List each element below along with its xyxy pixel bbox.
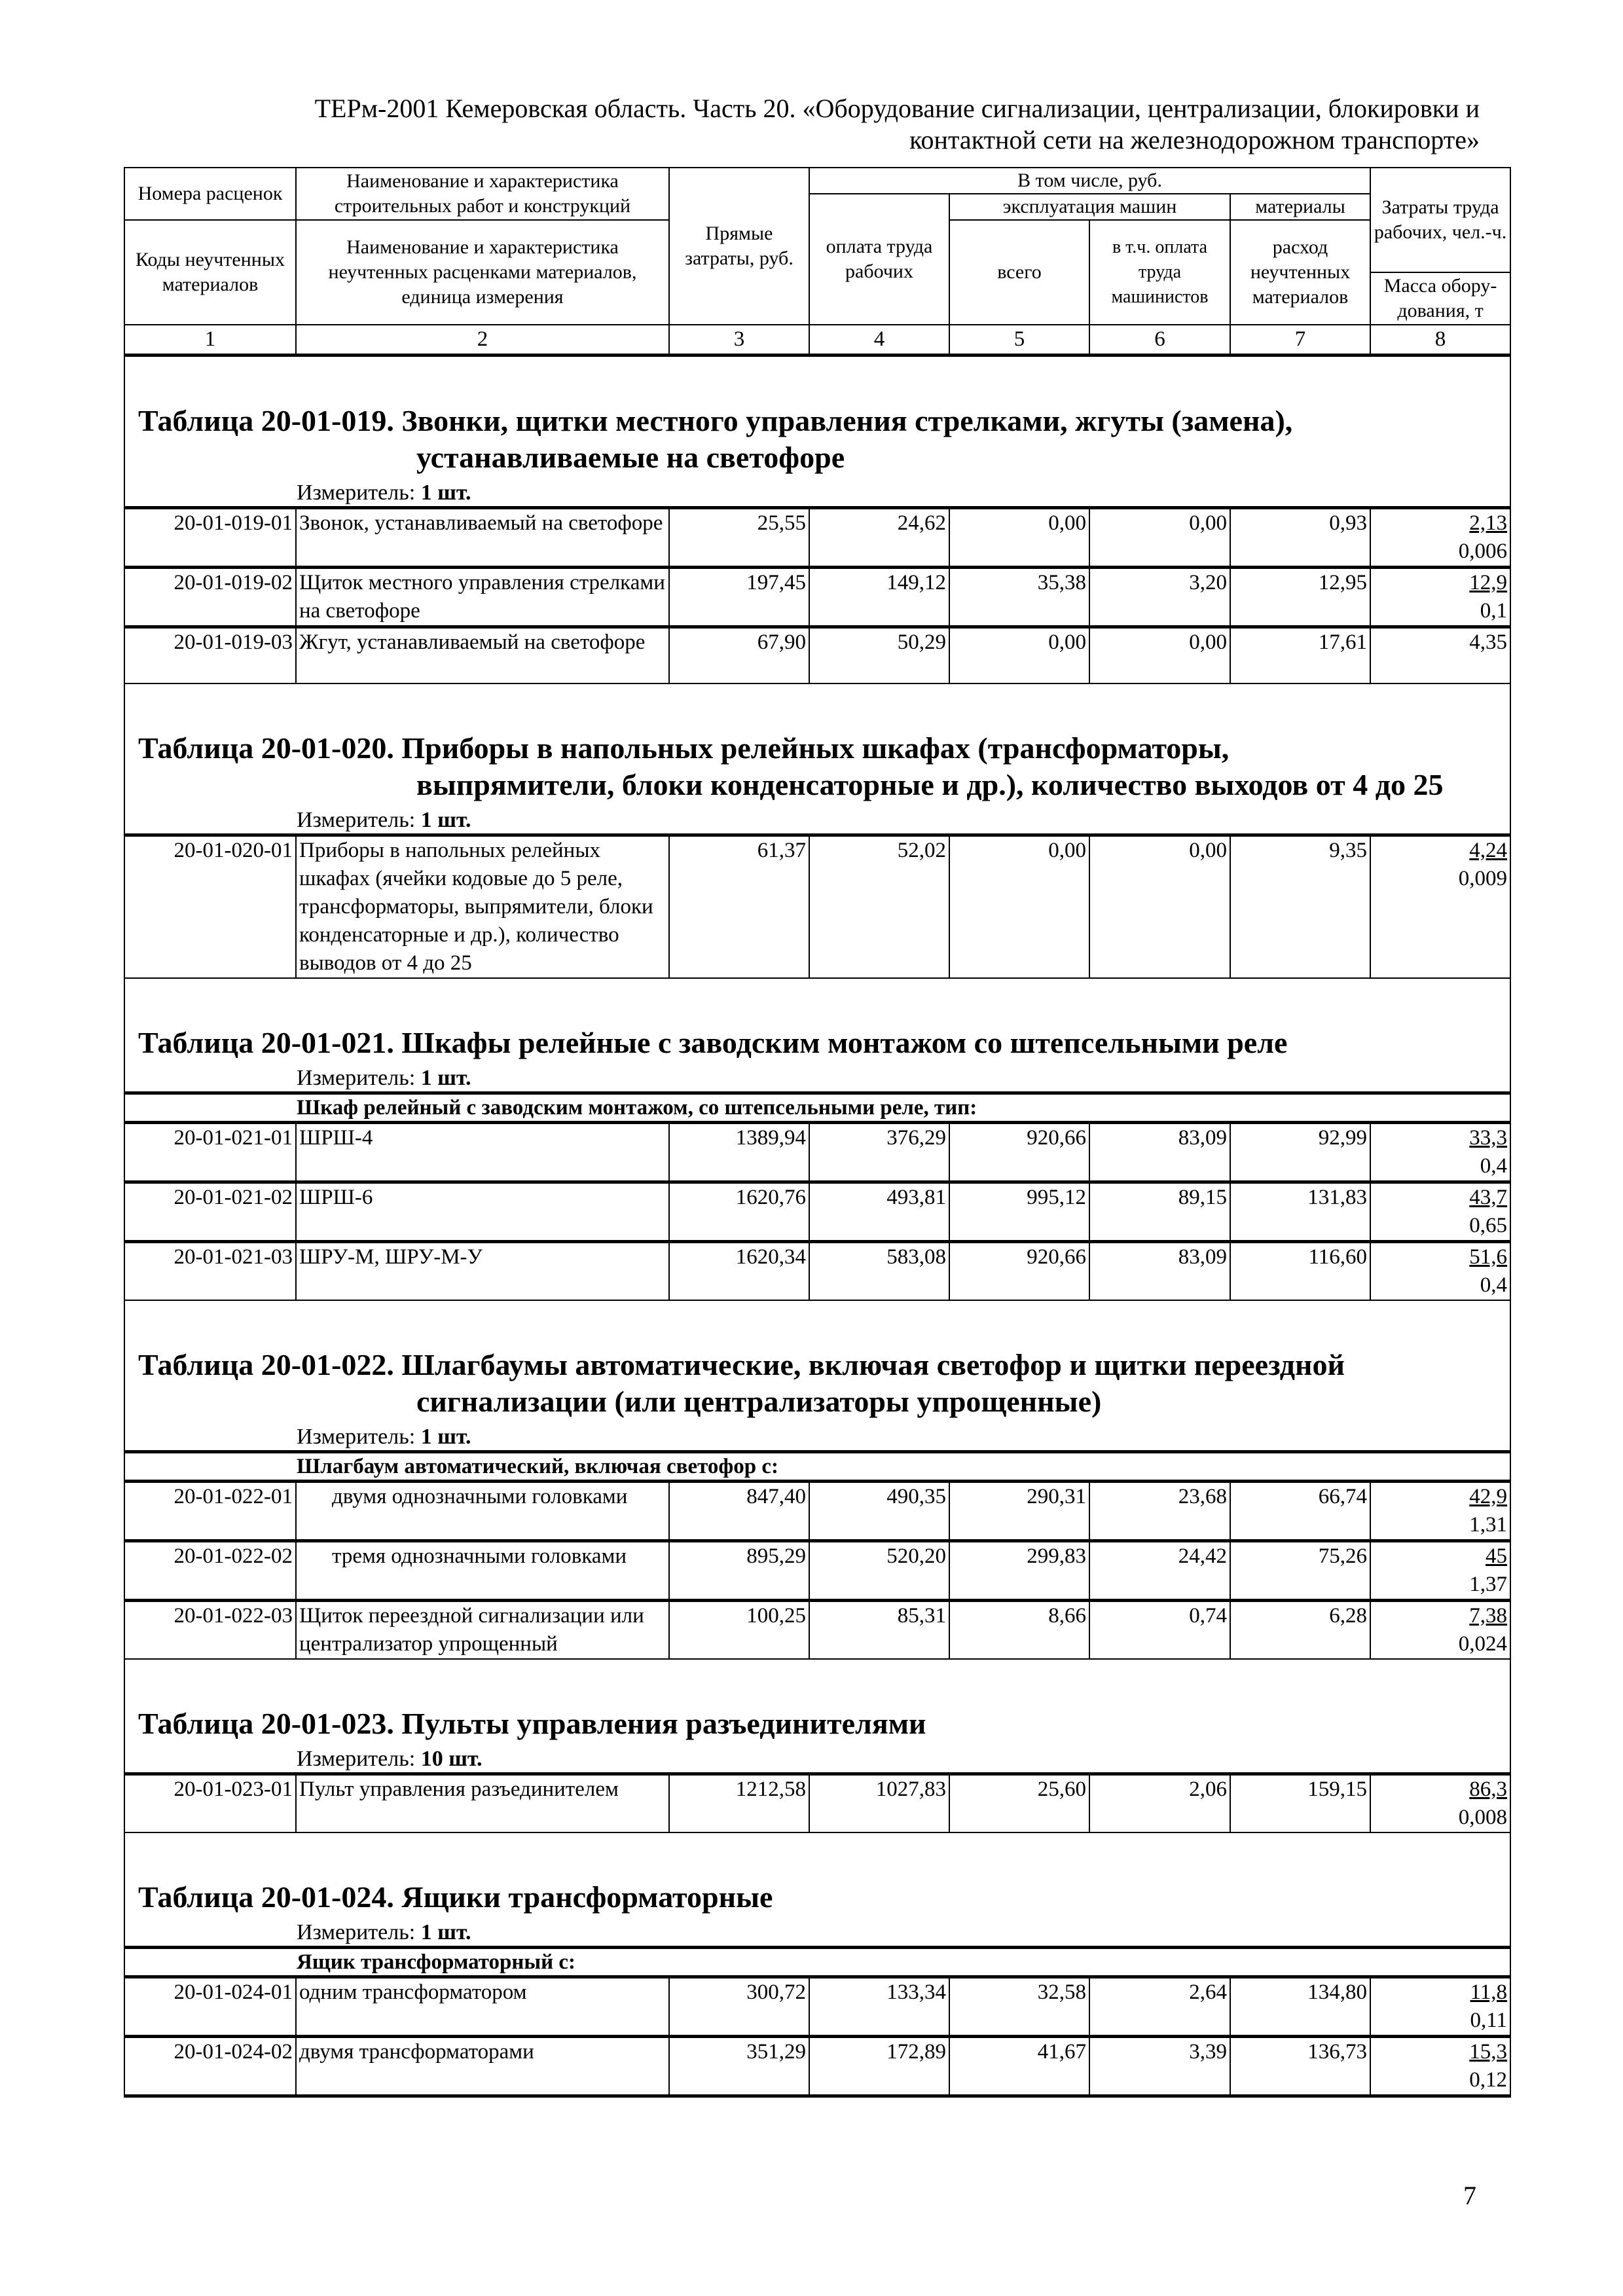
value-col-6: 89,15: [1089, 1182, 1230, 1241]
labor-mass-cell: [1370, 1241, 1510, 1300]
value-col-4: 50,29: [809, 627, 949, 683]
value-col-5: 0,00: [949, 835, 1089, 978]
value-col-3: 1620,76: [669, 1182, 809, 1241]
section-title-line-2: выпрямители, блоки конденсаторные и др.), количество выходов от 4 до 25: [416, 767, 1444, 801]
work-name: Звонок, устанавливаемый на светофоре: [296, 508, 669, 568]
work-name: Жгут, устанавливаемый на светофоре: [296, 627, 669, 683]
value-col-6: 0,00: [1089, 835, 1230, 978]
header-line-1: ТЕРм-2001 Кемеровская область. Часть 20. «Оборудование сигнализации, централизации, блокировки и: [314, 94, 1480, 123]
value-col-5: 0,00: [949, 627, 1089, 683]
value-col-6: 83,09: [1089, 1241, 1230, 1300]
labor-mass-cell: [1370, 1600, 1510, 1659]
measure-row: [124, 1746, 1510, 1774]
labor-costs: 15,3: [1469, 2039, 1508, 2064]
value-col-7: 159,15: [1230, 1774, 1370, 1832]
labor-mass-cell: [1370, 508, 1510, 568]
section-title-row: [124, 1300, 1510, 1424]
header-material-codes: Коды неучтенных материалов: [124, 220, 296, 325]
group-subheader: Шлагбаум автоматический, включая светофор с:: [124, 1451, 1510, 1481]
work-name: двумя трансформаторами: [296, 2036, 669, 2096]
measure-unit: [124, 1920, 1510, 1948]
column-number: 8: [1370, 325, 1510, 355]
labor-costs: 4,35: [1469, 630, 1508, 654]
work-name: Приборы в напольных релейных шкафах (ячейки кодовые до 5 реле, трансформаторы, выпрямители, блоки конденсаторные и др.), количество выводов от 4 до 25: [296, 835, 669, 978]
section-title-line-1: Таблица 20-01-019. Звонки, щитки местного управления стрелками, жгуты (замена),: [138, 404, 1293, 437]
labor-costs: 12,9: [1469, 571, 1508, 594]
value-col-4: 376,29: [809, 1122, 949, 1182]
equipment-mass: 0,006: [1458, 539, 1508, 563]
rate-code: 20-01-021-01: [124, 1122, 296, 1182]
value-col-5: 920,66: [949, 1241, 1089, 1300]
measure-label: Измеритель:: [297, 1746, 416, 1771]
value-col-4: 490,35: [809, 1481, 949, 1540]
table-row: [124, 627, 1510, 683]
value-col-7: 134,80: [1230, 1977, 1370, 2036]
rate-code: 20-01-024-01: [124, 1977, 296, 2036]
value-col-4: 1027,83: [809, 1774, 949, 1832]
value-col-4: 493,81: [809, 1182, 949, 1241]
value-col-7: 0,93: [1230, 508, 1370, 568]
measure-row: [124, 480, 1510, 508]
section-title: [124, 1300, 1510, 1424]
equipment-mass: 0,12: [1469, 2068, 1508, 2092]
value-col-6: 2,06: [1089, 1774, 1230, 1832]
value-col-6: 0,00: [1089, 627, 1230, 683]
running-header: [196, 93, 1480, 156]
value-col-6: 83,09: [1089, 1122, 1230, 1182]
column-number: 4: [809, 325, 949, 355]
value-col-5: 8,66: [949, 1600, 1089, 1659]
table-row: [124, 508, 1510, 568]
header-worker-pay: оплата труда рабочих: [809, 194, 949, 325]
labor-mass-cell: [1370, 835, 1510, 978]
header-rate-numbers: Номера расценок: [124, 168, 296, 220]
value-col-7: 116,60: [1230, 1241, 1370, 1300]
section-title: [124, 355, 1510, 481]
measure-unit: [124, 1424, 1510, 1452]
equipment-mass: 0,65: [1469, 1213, 1508, 1237]
labor-costs: 86,3: [1469, 1777, 1508, 1801]
column-number: 2: [296, 325, 669, 355]
value-col-5: 35,38: [949, 568, 1089, 627]
work-name: одним трансформатором: [296, 1977, 669, 2036]
value-col-6: 0,74: [1089, 1600, 1230, 1659]
value-col-3: 100,25: [669, 1600, 809, 1659]
value-col-7: 6,28: [1230, 1600, 1370, 1659]
section-title-line-1: Таблица 20-01-022. Шлагбаумы автоматические, включая светофор и щитки переездной: [138, 1347, 1345, 1381]
value-col-4: 24,62: [809, 508, 949, 568]
header-including: В том числе, руб.: [809, 168, 1370, 194]
section-title: [124, 683, 1510, 807]
measure-label: Измеритель:: [297, 1065, 416, 1090]
page-number: 7: [1463, 2181, 1476, 2210]
work-name: ШРШ-4: [296, 1122, 669, 1182]
work-name: Щиток переездной сигнализации или централизатор упрощенный: [296, 1600, 669, 1659]
value-col-3: 197,45: [669, 568, 809, 627]
section-title: [124, 978, 1510, 1065]
value-col-5: 995,12: [949, 1182, 1089, 1241]
measure-unit: [124, 1746, 1510, 1774]
work-name: Щиток местного управления стрелками на светофоре: [296, 568, 669, 627]
value-col-3: 847,40: [669, 1481, 809, 1540]
table-row: [124, 835, 1510, 978]
measure-value: 1 шт.: [420, 481, 471, 505]
labor-mass-cell: [1370, 1774, 1510, 1832]
value-col-4: 52,02: [809, 835, 949, 978]
value-col-7: 92,99: [1230, 1122, 1370, 1182]
rate-code: 20-01-023-01: [124, 1774, 296, 1832]
header-machine-operation: эксплуатация машин: [949, 194, 1230, 220]
rate-code: 20-01-022-02: [124, 1540, 296, 1600]
table-row: [124, 1540, 1510, 1600]
work-name: Пульт управления разъединителем: [296, 1774, 669, 1832]
header-equipment-mass: Масса обору-дования, т: [1370, 272, 1510, 325]
value-col-5: 32,58: [949, 1977, 1089, 2036]
measure-row: [124, 1920, 1510, 1948]
value-col-3: 1389,94: [669, 1122, 809, 1182]
equipment-mass: 1,37: [1469, 1572, 1508, 1596]
table-row: [124, 1977, 1510, 2036]
value-col-4: 583,08: [809, 1241, 949, 1300]
equipment-mass: 0,024: [1458, 1631, 1508, 1656]
value-col-7: 131,83: [1230, 1182, 1370, 1241]
subheader-row: [124, 1947, 1510, 1977]
value-col-7: 17,61: [1230, 627, 1370, 683]
value-col-3: 351,29: [669, 2036, 809, 2096]
header-material-consumption: расход неучтенных материалов: [1230, 220, 1370, 325]
header-work-name: Наименование и характеристика строительных работ и конструкций: [296, 168, 669, 220]
measure-row: [124, 1424, 1510, 1452]
rate-code: 20-01-021-03: [124, 1241, 296, 1300]
rate-code: 20-01-019-03: [124, 627, 296, 683]
measure-unit: [124, 480, 1510, 508]
value-col-3: 25,55: [669, 508, 809, 568]
labor-mass-cell: [1370, 627, 1510, 683]
section-title-row: [124, 355, 1510, 481]
table-row: [124, 1600, 1510, 1659]
equipment-mass: 0,11: [1470, 2008, 1508, 2032]
header-line-2: контактной сети на железнодорожном транспорте»: [909, 125, 1480, 155]
labor-costs: 11,8: [1470, 1980, 1508, 2004]
value-col-5: 41,67: [949, 2036, 1089, 2096]
header-labor-costs: Затраты труда рабочих, чел.-ч.: [1370, 168, 1510, 272]
table-row: [124, 1241, 1510, 1300]
equipment-mass: 0,4: [1480, 1273, 1508, 1297]
value-col-3: 300,72: [669, 1977, 809, 2036]
labor-costs: 42,9: [1469, 1484, 1508, 1508]
value-col-4: 520,20: [809, 1540, 949, 1600]
subheader-row: [124, 1451, 1510, 1481]
table-row: [124, 1182, 1510, 1241]
section-title-row: [124, 978, 1510, 1065]
header-materials: материалы: [1230, 194, 1370, 220]
section-title-line-1: Таблица 20-01-021. Шкафы релейные с заводским монтажом со штепсельными реле: [138, 1025, 1288, 1059]
value-col-7: 136,73: [1230, 2036, 1370, 2096]
work-name: ШРШ-6: [296, 1182, 669, 1241]
rate-code: 20-01-024-02: [124, 2036, 296, 2096]
section-title-line-1: Таблица 20-01-024. Ящики трансформаторные: [138, 1880, 773, 1914]
table-row: [124, 2036, 1510, 2096]
value-col-6: 0,00: [1089, 508, 1230, 568]
value-col-6: 3,39: [1089, 2036, 1230, 2096]
labor-costs: 2,13: [1469, 511, 1508, 535]
column-number: 1: [124, 325, 296, 355]
work-name: тремя однозначными головками: [296, 1540, 669, 1600]
labor-mass-cell: [1370, 1182, 1510, 1241]
value-col-4: 172,89: [809, 2036, 949, 2096]
value-col-6: 24,42: [1089, 1540, 1230, 1600]
value-col-7: 75,26: [1230, 1540, 1370, 1600]
equipment-mass: 1,31: [1469, 1512, 1508, 1537]
header-material-names: Наименование и характеристика неучтенных расценками материалов, единица измерения: [296, 220, 669, 325]
labor-costs: 33,3: [1469, 1125, 1508, 1150]
value-col-3: 1620,34: [669, 1241, 809, 1300]
value-col-4: 85,31: [809, 1600, 949, 1659]
value-col-4: 149,12: [809, 568, 949, 627]
labor-costs: 7,38: [1469, 1603, 1508, 1628]
labor-mass-cell: [1370, 1977, 1510, 2036]
section-title: [124, 1659, 1510, 1746]
rate-code: 20-01-020-01: [124, 835, 296, 978]
value-col-5: 299,83: [949, 1540, 1089, 1600]
value-col-5: 920,66: [949, 1122, 1089, 1182]
section-title-row: [124, 1659, 1510, 1746]
measure-value: 1 шт.: [420, 807, 471, 832]
column-numbers-row: [124, 325, 1510, 355]
value-col-7: 9,35: [1230, 835, 1370, 978]
rate-code: 20-01-022-03: [124, 1600, 296, 1659]
labor-costs: 43,7: [1469, 1185, 1508, 1209]
labor-mass-cell: [1370, 2036, 1510, 2096]
measure-value: 1 шт.: [420, 1424, 471, 1449]
equipment-mass: 0,009: [1458, 866, 1508, 890]
measure-value: 10 шт.: [420, 1746, 483, 1771]
header-machine-total: всего: [949, 220, 1089, 325]
header-operator-pay: в т.ч. оплата труда машинистов: [1089, 220, 1230, 325]
measure-label: Измеритель:: [297, 807, 416, 832]
work-name: двумя однозначными головками: [296, 1481, 669, 1540]
measure-row: [124, 1065, 1510, 1093]
measure-value: 1 шт.: [420, 1065, 471, 1090]
column-number: 3: [669, 325, 809, 355]
rates-table: [124, 167, 1511, 2098]
value-col-5: 290,31: [949, 1481, 1089, 1540]
value-col-7: 66,74: [1230, 1481, 1370, 1540]
labor-costs: 4,24: [1469, 838, 1508, 862]
group-subheader: Ящик трансформаторный с:: [124, 1947, 1510, 1977]
section-title-line-1: Таблица 20-01-020. Приборы в напольных релейных шкафах (трансформаторы,: [138, 731, 1230, 765]
group-subheader: Шкаф релейный с заводским монтажом, со штепсельными реле, тип:: [124, 1093, 1510, 1122]
table-row: [124, 1481, 1510, 1540]
value-col-3: 895,29: [669, 1540, 809, 1600]
rate-code: 20-01-019-01: [124, 508, 296, 568]
value-col-7: 12,95: [1230, 568, 1370, 627]
value-col-3: 1212,58: [669, 1774, 809, 1832]
rate-code: 20-01-021-02: [124, 1182, 296, 1241]
measure-unit: [124, 807, 1510, 835]
labor-mass-cell: [1370, 1481, 1510, 1540]
section-title-line-1: Таблица 20-01-023. Пульты управления разъединителями: [138, 1706, 926, 1740]
rate-code: 20-01-022-01: [124, 1481, 296, 1540]
value-col-3: 67,90: [669, 627, 809, 683]
value-col-6: 2,64: [1089, 1977, 1230, 2036]
measure-row: [124, 807, 1510, 835]
work-name: ШРУ-М, ШРУ-М-У: [296, 1241, 669, 1300]
table-row: [124, 1122, 1510, 1182]
value-col-5: 0,00: [949, 508, 1089, 568]
table-row: [124, 568, 1510, 627]
value-col-3: 61,37: [669, 835, 809, 978]
labor-mass-cell: [1370, 1122, 1510, 1182]
section-title-row: [124, 1832, 1510, 1920]
labor-mass-cell: [1370, 1540, 1510, 1600]
labor-costs: 45: [1486, 1544, 1508, 1568]
value-col-6: 23,68: [1089, 1481, 1230, 1540]
column-number: 6: [1089, 325, 1230, 355]
measure-label: Измеритель:: [297, 1424, 416, 1449]
labor-costs: 51,6: [1469, 1245, 1508, 1269]
measure-label: Измеритель:: [297, 481, 416, 505]
measure-label: Измеритель:: [297, 1920, 416, 1944]
section-title-line-2: сигнализации (или централизаторы упрощенные): [416, 1384, 1102, 1418]
header-direct-costs: Прямые затраты, руб.: [669, 168, 809, 325]
value-col-5: 25,60: [949, 1774, 1089, 1832]
value-col-6: 3,20: [1089, 568, 1230, 627]
section-title: [124, 1832, 1510, 1920]
column-number: 5: [949, 325, 1089, 355]
measure-value: 1 шт.: [420, 1920, 471, 1944]
table-row: [124, 1774, 1510, 1832]
section-title-row: [124, 683, 1510, 807]
equipment-mass: 0,008: [1458, 1805, 1508, 1829]
measure-unit: [124, 1065, 1510, 1093]
value-col-4: 133,34: [809, 1977, 949, 2036]
column-number: 7: [1230, 325, 1370, 355]
equipment-mass: 0,4: [1480, 1154, 1508, 1178]
equipment-mass: 0,1: [1480, 599, 1508, 623]
subheader-row: [124, 1093, 1510, 1122]
labor-mass-cell: [1370, 568, 1510, 627]
rate-code: 20-01-019-02: [124, 568, 296, 627]
section-title-line-2: устанавливаемые на светофоре: [416, 441, 845, 474]
